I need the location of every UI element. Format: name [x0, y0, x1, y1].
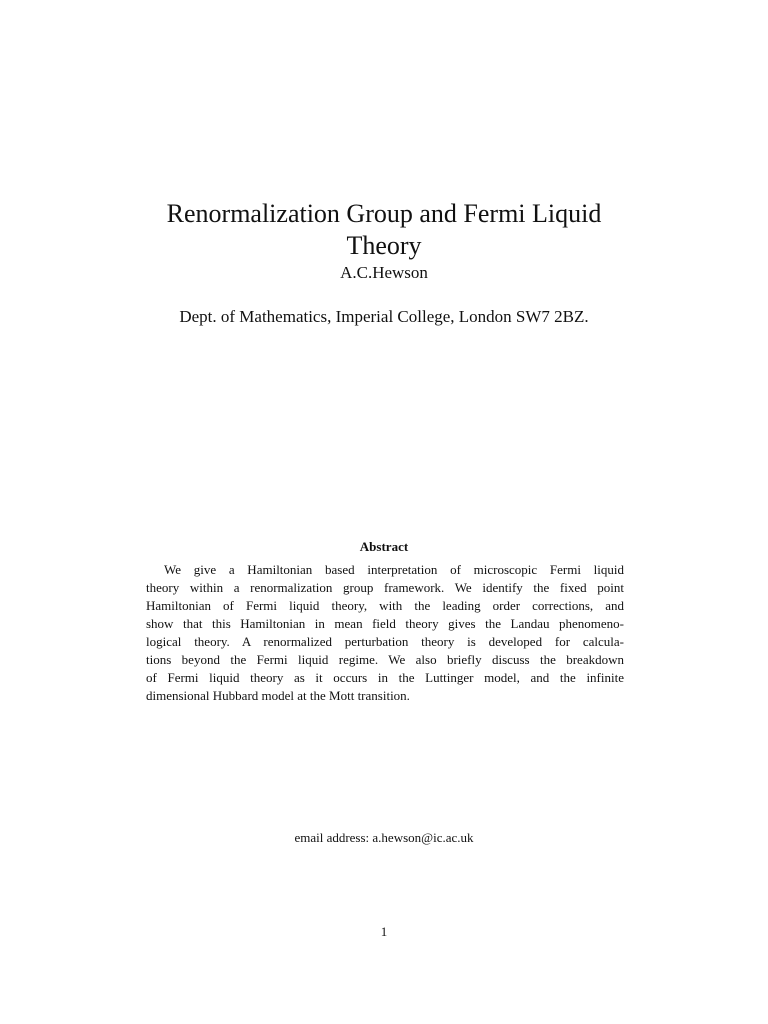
abstract-line: show that this Hamiltonian in mean field theory gives the Landau phenomeno-: [146, 616, 624, 631]
paper-title: [0, 198, 768, 262]
abstract-line: We give a Hamiltonian based interpretation of microscopic Fermi liquid: [164, 562, 624, 577]
abstract-line: tions beyond the Fermi liquid regime. We also briefly discuss the breakdown: [146, 652, 624, 667]
author-affiliation: Dept. of Mathematics, Imperial College, London SW7 2BZ.: [179, 307, 589, 326]
title-line-2: Theory: [346, 231, 422, 261]
abstract-line: of Fermi liquid theory as it occurs in the Luttinger model, and the infinite: [146, 670, 624, 685]
page-number: 1: [380, 924, 388, 939]
abstract-heading: Abstract: [359, 539, 409, 554]
abstract-line: Hamiltonian of Fermi liquid theory, with the leading order corrections, and: [146, 598, 624, 613]
abstract-line: theory within a renormalization group framework. We identify the fixed point: [146, 580, 624, 595]
email-address: email address: a.hewson@ic.ac.uk: [294, 830, 474, 845]
abstract-line: logical theory. A renormalized perturbation theory is developed for calcula-: [146, 634, 624, 649]
title-line-1: Renormalization Group and Fermi Liquid: [166, 199, 602, 229]
author-name: A.C.Hewson: [340, 263, 428, 282]
abstract-line: dimensional Hubbard model at the Mott transition.: [146, 688, 410, 703]
abstract-body: [146, 561, 624, 705]
